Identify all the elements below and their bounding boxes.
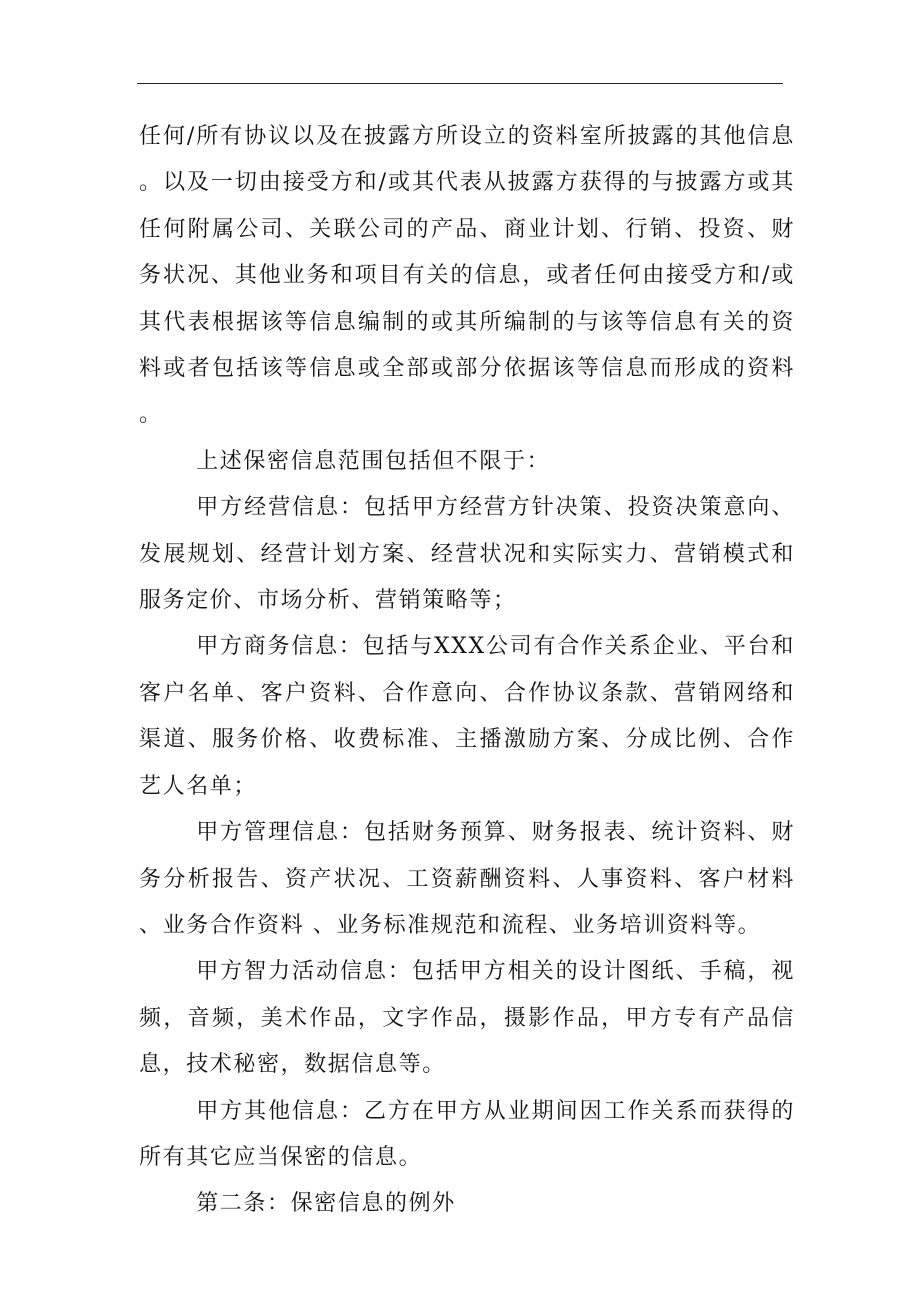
paragraph-other-info: 甲方其他信息：乙方在甲方从业期间因工作关系而获得的所有其它应当保密的信息。	[139, 1098, 795, 1170]
article-heading: 第二条：保密信息的例外	[196, 1191, 456, 1217]
paragraph-commercial-info: 甲方商务信息：包括与XXX公司有合作关系企业、平台和客户名单、客户资料、合作意向、合作协议条款、营销网络和渠道、服务价格、收费标准、主播激励方案、分成比例、合作艺人名单；	[139, 634, 795, 799]
paragraph-management-info: 甲方管理信息：包括财务预算、财务报表、统计资料、财务分析报告、资产状况、工资薪酬资料、人事资料、客户材料、业务合作资料 、业务标准规范和流程、业务培训资料等。	[139, 820, 795, 938]
paragraph-intellectual-activity-info: 甲方智力活动信息：包括甲方相关的设计图纸、手稿，视频，音频，美术作品，文字作品，摄影作品，甲方专有产品信息，技术秘密，数据信息等。	[139, 959, 795, 1078]
document-body	[139, 114, 795, 1228]
paragraph-continuation: 任何/所有协议以及在披露方所设立的资料室所披露的其他信息。以及一切由接受方和/或其代表从披露方获得的与披露方或其任何附属公司、关联公司的产品、商业计划、行销、投资、财务状况、其他业务和项目有关的信息，或者任何由接受方和/或其代表根据该等信息编制的或其所编制的与该等信息有关的资料或者包括该等信息或全部或部分依据该等信息而形成的资料。	[139, 124, 795, 428]
paragraph-business-operation-info: 甲方经营信息：包括甲方经营方针决策、投资决策意向、发展规划、经营计划方案、经营状况和实际实力、营销模式和服务定价、市场分析、营销策略等；	[139, 495, 795, 614]
header-rule	[137, 83, 783, 84]
paragraph-scope-intro: 上述保密信息范围包括但不限于：	[196, 448, 551, 474]
